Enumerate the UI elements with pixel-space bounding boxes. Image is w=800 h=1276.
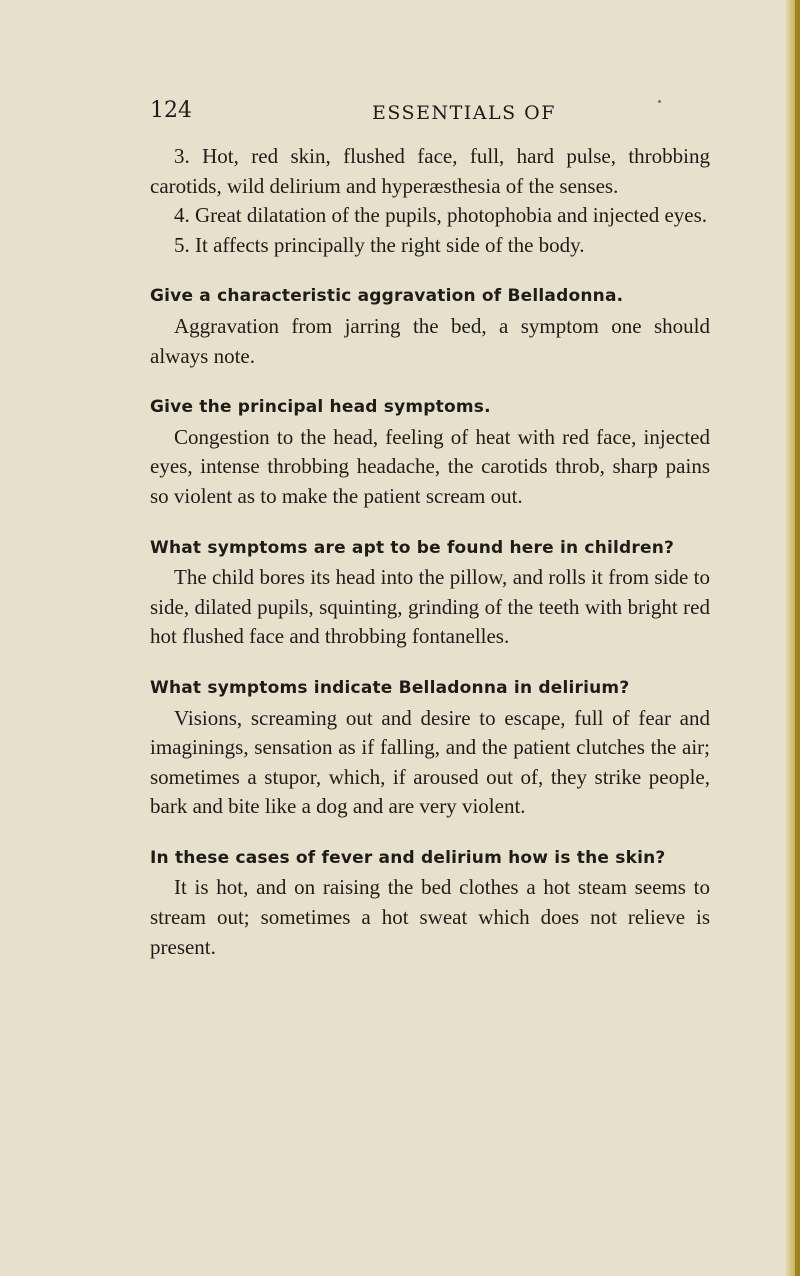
running-title: ESSENTIALS OF [372, 102, 556, 124]
page-number: 124 [150, 98, 192, 123]
question-heading: Give a characteristic aggravation of Belladonna. [150, 286, 624, 307]
page-edge-shadow [795, 0, 800, 1276]
page-body [150, 142, 710, 962]
answer-paragraph: Congestion to the head, feeling of heat with red face, injected eyes, intense throbbing headache, the carotids throb, sharp pains so violent as to make the patient scream out. [150, 424, 710, 508]
question-heading: In these cases of fever and delirium how is the skin? [150, 847, 666, 868]
answer-paragraph: Aggravation from jarring the bed, a symptom one should always note. [150, 313, 710, 368]
question-heading: What symptoms are apt to be found here in children? [150, 537, 675, 558]
answer-paragraph: Visions, screaming out and desire to escape, full of fear and imaginings, sensation as if falling, and the patient clutches the air; sometimes a stupor, which, if aroused out of, they strike people, bark and bite like a dog and are very violent. [150, 705, 710, 819]
answer-item-5: 5. It affects principally the right side of the body. [174, 232, 585, 257]
answer-item-4: 4. Great dilatation of the pupils, photophobia and injected eyes. [174, 203, 708, 228]
question-heading: Give the principal head symptoms. [150, 397, 491, 418]
page-header [150, 98, 710, 128]
answer-item-3: 3. Hot, red skin, flushed face, full, hard pulse, throbbing carotids, wild delirium and hyperæsthesia of the senses. [150, 144, 710, 198]
answer-paragraph: The child bores its head into the pillow, and rolls it from side to side, dilated pupils, squinting, grinding of the teeth with bright red hot flushed face and throbbing fontanelles. [150, 565, 710, 649]
question-heading: What symptoms indicate Belladonna in delirium? [150, 677, 630, 698]
answer-paragraph: It is hot, and on raising the bed clothes a hot steam seems to stream out; sometimes a hot sweat which does not relieve is present. [150, 875, 710, 959]
